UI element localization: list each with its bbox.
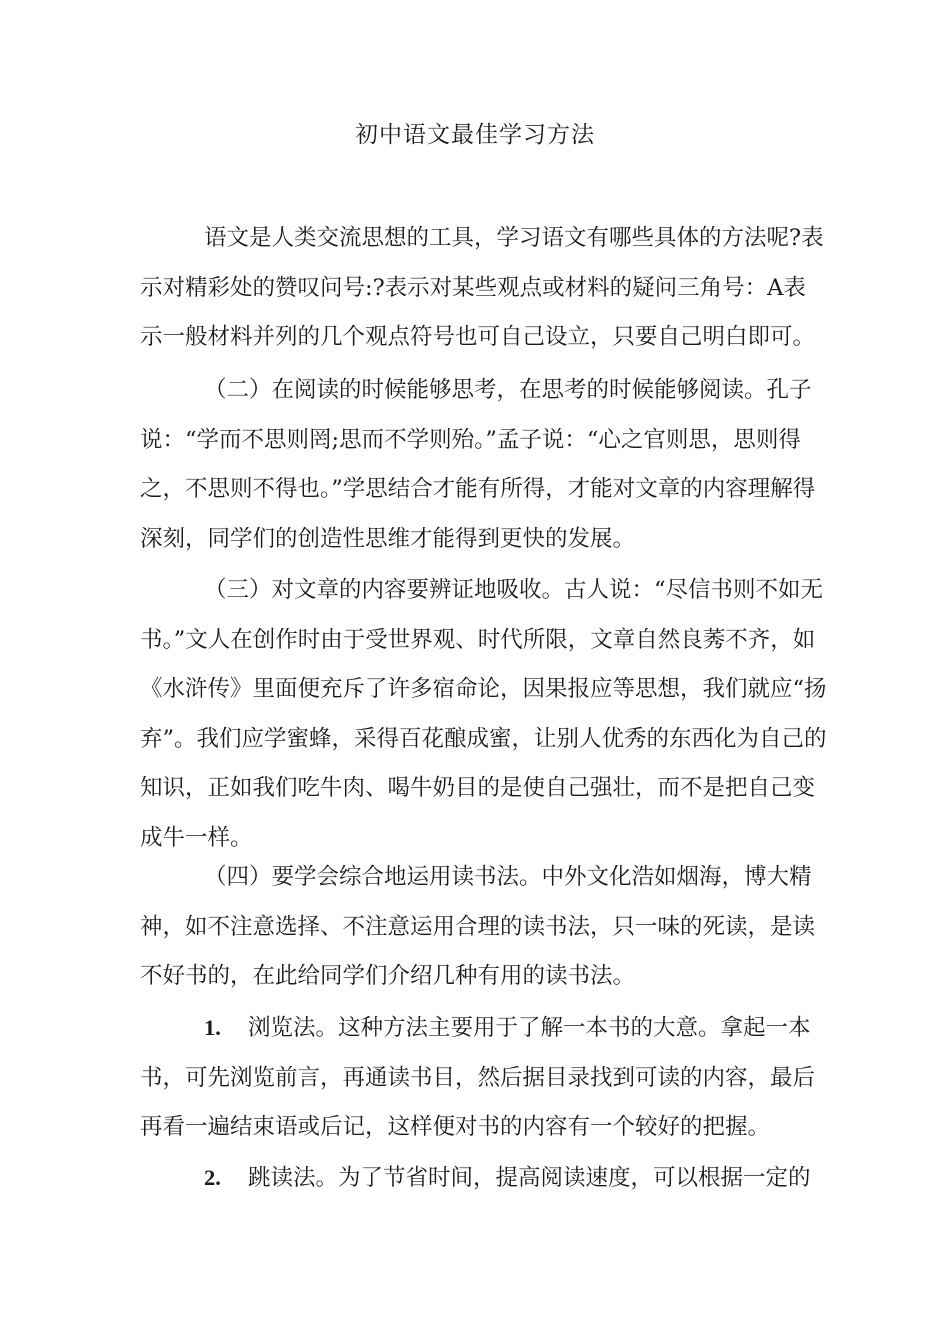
paragraph-line: 知识，正如我们吃牛肉、喝牛奶目的是使自己强壮，而不是把自己变 [140, 775, 816, 801]
paragraph-line: 不好书的，在此给同学们介绍几种有用的读书法。 [140, 963, 636, 989]
paragraph-line: 深刻，同学们的创造性思维才能得到更快的发展。 [140, 525, 636, 552]
paragraph-line-text: 跳读法。为了节省时间，提高阅读速度，可以根据一定的 [248, 1165, 811, 1191]
list-item-number: 1. [204, 1015, 221, 1040]
paragraph-section-4 [140, 853, 820, 1002]
paragraph-line: （三）对文章的内容要辨证地吸收。古人说：“尽信书则不如无 [204, 577, 824, 603]
paragraph-line: 说：“学而不思则罔;思而不学则殆。”孟子说：“心之官则思，思则得 [140, 426, 801, 453]
paragraph-line: 书。”文人在创作时由于受世界观、时代所限，文章自然良莠不齐，如 [140, 626, 816, 653]
paragraph-line: （四）要学会综合地运用读书法。中外文化浩如烟海，博大精 [204, 864, 812, 890]
paragraph-line [140, 1153, 820, 1204]
paragraph-item-1 [140, 1003, 820, 1153]
paragraph-line: 神，如不注意选择、不注意运用合理的读书法，只一味的死读，是读 [140, 913, 816, 940]
paragraph-line: 示对精彩处的赞叹问号:?表示对某些观点或材料的疑问三角号：A表 [140, 274, 806, 301]
paragraph-line: 再看一遍结束语或后记，这样便对书的内容有一个较好的把握。 [140, 1114, 771, 1140]
paragraph-line: 之，不思则不得也。”学思结合才能有所得，才能对文章的内容理解得 [140, 476, 816, 502]
paragraph-line-text: 浏览法。这种方法主要用于了解一本书的大意。拿起一本 [248, 1015, 811, 1041]
paragraph-intro [140, 214, 824, 363]
paragraph-section-3 [140, 566, 827, 863]
paragraph-line: （二）在阅读的时候能够思考，在思考的时候能够阅读。孔子 [204, 377, 812, 403]
document-title: 初中语文最佳学习方法 [355, 122, 595, 148]
list-item-number: 2. [204, 1165, 221, 1190]
paragraph-line: 语文是人类交流思想的工具，学习语文有哪些具体的方法呢?表 [204, 225, 824, 251]
paragraph-item-2 [140, 1153, 820, 1204]
paragraph-line: 示一般材料并列的几个观点符号也可自己设立，只要自己明白即可。 [140, 324, 816, 350]
paragraph-line [140, 1003, 820, 1054]
paragraph-line: 《水浒传》里面便充斥了许多宿命论，因果报应等思想，我们就应“扬 [140, 676, 827, 702]
paragraph-section-2 [140, 366, 820, 564]
paragraph-line: 书，可先浏览前言，再通读书目，然后据目录找到可读的内容，最后 [140, 1064, 816, 1091]
paragraph-line: 弃”。我们应学蜜蜂，采得百花酿成蜜，让别人优秀的东西化为自己的 [140, 725, 827, 752]
paragraph-line: 成牛一样。 [140, 824, 253, 851]
